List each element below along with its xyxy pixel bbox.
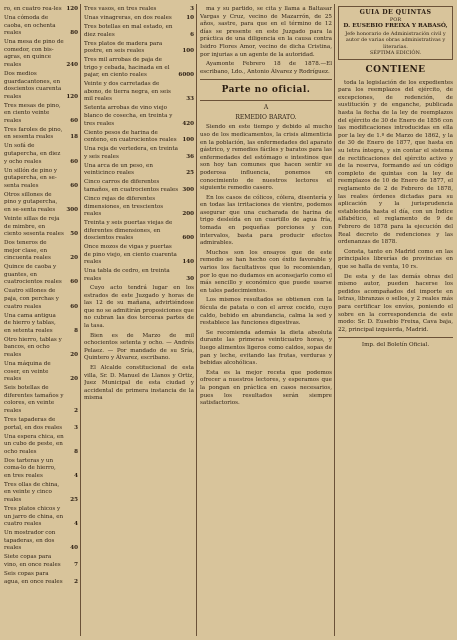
inventory-item xyxy=(4,216,78,239)
item-description: ro, en cuatro rea-les xyxy=(4,6,62,12)
item-value: 100 xyxy=(182,137,194,144)
item-description: Una espera chica, en un cubo de peste, en ocho reales xyxy=(4,433,64,455)
inventory-item xyxy=(84,57,194,80)
inventory-item xyxy=(4,6,78,14)
item-description: Seis copas para agua, en once reales xyxy=(4,570,63,585)
inventory-item xyxy=(84,146,194,161)
item-value: 60 xyxy=(70,117,78,124)
article-paragraph: Siendo en este tiempo y debido al mucho uso de los medicamentos, la crisis alimenticia en la población, las enfermedades del aparato gástrico, y remedios fáciles y baratos para las enfermedades del estómago e intestinos que son hoy tan comunes que hacen sentir su poderosa influencia, ponemos en conocimiento de nuestros lectores el siguiente remedio casero. xyxy=(200,124,332,192)
item-description: Ciento pesos de harina de centeno, en cuatrocientos reales xyxy=(84,129,177,144)
inventory-item xyxy=(84,179,194,194)
item-value: 60 xyxy=(70,158,78,165)
section-heading: Parte no oficial. xyxy=(221,85,311,96)
inventory-item xyxy=(84,220,194,243)
inventory-item xyxy=(84,41,194,56)
notice-paragraph: Cuyo acto tendrá lugar en los estrados de este Juzgado y horas de las 12 de su mañana, advirtiéndose que no se admitirán proposiciones que no cubran las dos terceras partes de la tasa. xyxy=(84,285,194,330)
inventory-item xyxy=(84,81,194,104)
item-description: Tres tapaderas de portal, en dos reales xyxy=(4,416,63,431)
article-paragraph: Se recomienda además la dieta absoluta durante las primeras veinticuatro horas, y luego alimentos ligeros como caldos, sopas de pan y leche, evitando las frutas, verduras y bebidas alcohólicas. xyxy=(200,329,332,367)
book-advert-header xyxy=(338,6,453,60)
printer-imprint: Imp. del Boletín Oficial. xyxy=(361,342,430,349)
inventory-item xyxy=(84,15,194,23)
advert-column xyxy=(338,6,453,634)
divider xyxy=(200,100,332,101)
item-description: Once mozos de vigas y puertas de pino viejo, en ciento cuarenta reales xyxy=(84,244,177,266)
inventory-item xyxy=(84,268,194,283)
inventory-item xyxy=(84,6,194,14)
item-value: 20 xyxy=(70,376,78,383)
inventory-item xyxy=(84,105,194,128)
notice-paragraph: El Alcalde constitucional de esta villa, Sr. D. Manuel de Llanos y Ortiz, Juez Municipal de esta ciudad y accidental de primera instancia de la misma xyxy=(84,364,194,402)
article-paragraph: Muchos son los ensayos que de este remedio se han hecho con éxito favorable y varios los facultativos que lo recomiendan, por lo que no dudamos en aconsejarlo como el más sencillo y económico que puede usarse en tales padecimientos. xyxy=(200,249,332,294)
column-rule xyxy=(196,4,197,636)
item-value: 4 xyxy=(74,472,78,479)
item-value: 2 xyxy=(74,578,78,585)
item-value: 25 xyxy=(70,497,78,504)
item-description: Una mesa de pino de comedor, con bis-agras, en quince reales xyxy=(4,39,64,68)
inventory-item xyxy=(4,554,78,569)
inventory-item xyxy=(4,385,78,415)
court-summons-text: ma y su partido, se cita y llama a Baltasar Vargas y Cruz, vecino de Mazarrón, de 25 años, sastre, para que en el término de 12 días se presente en este Juzgado para la práctica de una diligencia en la causa contra Isidro Flores Amor, vecino de dicha Cristina, por injurias a un agente de la autoridad. xyxy=(200,6,332,58)
item-description: Otro hierro, tablas y bancos, en ocho reales xyxy=(4,336,62,358)
news-column xyxy=(200,6,332,634)
article-paragraph: En los casos de cólicos, cólera, disentería y en todas las irritaciones de vientre, podemos asegurar que una cucharada de harina de trigo desleída en un cuartillo de agua fría, tomada en pequeñas porciones y con intervalos, basta para producir efectos admirables. xyxy=(200,194,332,247)
article-body xyxy=(200,124,332,407)
item-value: 25 xyxy=(186,170,194,177)
item-description: Tres mesas de pino, en ciento veinte reales xyxy=(4,102,61,124)
item-value: 20 xyxy=(70,352,78,358)
item-description: Tres platos chicos y un jarro de china, en cuatro reales xyxy=(4,506,64,528)
item-value: 3 xyxy=(74,424,78,431)
contents-body xyxy=(338,80,453,247)
item-value: 10 xyxy=(186,14,194,21)
item-value: 3 xyxy=(190,6,194,12)
item-description: Treinta y seis puertas viejas de diferentes dimensiones, en doscientos reales xyxy=(84,220,173,242)
article-letter: A xyxy=(263,104,269,112)
item-value: 200 xyxy=(182,211,194,218)
item-value: 140 xyxy=(182,259,194,266)
divider xyxy=(200,79,332,80)
contents-heading: CONTIENE xyxy=(365,64,426,75)
item-value: 300 xyxy=(66,206,78,213)
court-signature: Ayamonte Febrero 18 de 1878.—El escribano, Ldo., Antonio Álvarez y Rodríguez. xyxy=(200,61,332,75)
book-by: POR xyxy=(389,16,402,23)
inventory-item xyxy=(4,103,78,126)
item-value: 4 xyxy=(74,521,78,528)
inventory-item xyxy=(4,39,78,69)
item-value: 120 xyxy=(66,93,78,100)
inventory-column-2 xyxy=(84,6,194,634)
inventory-item xyxy=(4,313,78,336)
article-paragraph: Esta es la mejor receta que podemos ofrecer a nuestros lectores, y esperamos que la pongan en práctica en casos necesarios, pues los resultados serán siempre satisfactorios. xyxy=(200,369,332,407)
item-value: 120 xyxy=(66,6,78,12)
inventory-item xyxy=(84,244,194,267)
item-description: Tres vasos, en tres reales xyxy=(84,6,157,12)
item-description: Cinco carros de diferentes tamaños, en cuatrocientos reales xyxy=(84,179,179,193)
column-rule xyxy=(80,4,81,636)
item-value: 60 xyxy=(70,182,78,189)
item-description: Tres ollas de china, en veinte y cinco reales xyxy=(4,481,60,504)
article-paragraph: Los mismos resultados se obtienen con la fécula de patata o con el arroz cocido, cuyo caldo, bebido en abundancia, calma la sed y restablece las funciones digestivas. xyxy=(200,297,332,327)
item-value: 600 xyxy=(182,235,194,242)
item-description: Una cama antigua de hierro y tablas, en setenta reales xyxy=(4,312,56,334)
item-description: Otros sillones de pino y gutapercha, en se-senta reales xyxy=(4,191,58,213)
inventory-item xyxy=(4,71,78,101)
item-description: Dos teneros de mejor clase, en cincuenta reales xyxy=(4,240,51,262)
item-value: 8 xyxy=(74,448,78,455)
book-author: D. EUSEBIO FREIXA Y RABASÓ, xyxy=(343,23,448,30)
item-value: 6 xyxy=(190,31,194,38)
book-title: GUIA DE QUINTAS xyxy=(359,9,432,16)
item-value: 300 xyxy=(182,186,194,193)
item-value: 30 xyxy=(186,276,194,283)
inventory-item xyxy=(4,168,78,191)
item-value: 60 xyxy=(70,279,78,286)
inventory-item xyxy=(4,434,78,457)
inventory-item xyxy=(4,361,78,384)
item-value: 240 xyxy=(66,61,78,68)
book-author-desc: Jefe honorario de Administración civil y autor de varias obras administrativas y literarias. xyxy=(345,30,446,50)
item-description: Una tabla de cedro, en treinta reales xyxy=(84,268,170,283)
contents-paragraph: toda la legislación de los expedientes para los reemplazos del ejército, de excepciones, de redención, de sustitución y de enganche, publicada hasta la fecha de la ley de reemplazos del ejército de 30 de Enero de 1856 con las modificaciones introducidas en ella por la ley de 1.º de Marzo de 1862, y la de 30 de Enero de 1877, que hasta en su letra íntegra, y sin contar el sistema de rectificaciones del ejército activo y de la reserva, formando así un código completo de quintas con la ley de reemplazos de 10 de Enero de 1877, el reglamento de 2 de Febrero de 1878, las reales órdenes dictadas para su aplicación y la jurisprudencia establecida hasta el día, con un Índice alfabético, el reglamento de 9 de Febrero de 1878 para la ejecución del Real decreto de redenciones y las ordenanzas de 1878. xyxy=(338,79,453,246)
sale-paragraph: Consta, tanto en Madrid como en las principales librerías de provincias en que se halla de venta, 10 rs. xyxy=(338,248,453,270)
sale-paragraph: De esta y de las demás obras del mismo autor, pueden hacerse los pedidos acompañados del importe en letras, libranzas o sellos, y 2 reales más para certificar los envíos, poniendo el sobre en la correspondencia de este modo: Sr. D. Eusebio Freixa, Cava baja, 22, principal izquierda, Madrid. xyxy=(338,273,453,333)
inventory-item xyxy=(4,240,78,263)
sale-info xyxy=(338,249,453,335)
item-value: 420 xyxy=(182,120,194,127)
item-value: 60 xyxy=(70,303,78,310)
item-value: 20 xyxy=(70,255,78,262)
item-value: 100 xyxy=(182,48,194,55)
inventory-item xyxy=(4,127,78,142)
item-value: 40 xyxy=(70,545,78,552)
article-title: REMEDIO BARATO. xyxy=(235,114,297,122)
item-description: Tres mil arrobas de paja de trigo y cebada, hacinada en el pajar, en ciento reales xyxy=(84,57,170,79)
item-value: 36 xyxy=(186,153,194,160)
item-description: Seis botellas de diferentes tamaños y colores, en veinte reales xyxy=(4,385,64,414)
item-value: 50 xyxy=(70,231,78,238)
item-value: 6000 xyxy=(178,72,194,79)
column-rule xyxy=(334,4,335,636)
item-description: Unas vinagreras, en dos reales xyxy=(84,14,172,21)
inventory-item xyxy=(4,264,78,287)
item-value: 8 xyxy=(74,327,78,334)
item-description: Tres faroles de pino, en sesenta reales xyxy=(4,126,63,141)
inventory-item xyxy=(4,288,78,311)
notice-paragraph: Bien es de Marzo de mil ochocientos setenta y ocho. — Andrés Pelaez. — Por mandado de su Sría, Quintero y Álvarez, escribano. xyxy=(84,332,194,362)
inventory-item xyxy=(84,130,194,145)
inventory-item xyxy=(4,15,78,38)
inventory-item xyxy=(4,458,78,481)
inventory-item xyxy=(4,530,78,553)
auction-notice xyxy=(84,285,194,403)
inventory-item xyxy=(4,337,78,360)
item-description: Veinte y dos carretadas de abono, de tierra negra, en seis mil reales xyxy=(84,81,171,103)
item-description: Tres platos de madera para postre, en seis reales xyxy=(84,40,163,55)
inventory-item xyxy=(84,196,194,219)
inventory-item xyxy=(4,571,78,586)
item-description: Una máquina de coser, en veinte reales xyxy=(4,360,51,383)
item-value: 33 xyxy=(186,96,194,103)
inventory-column-1 xyxy=(4,6,78,634)
item-description: Un mostrador con tapaderas, en dos reales xyxy=(4,530,56,552)
item-description: Una arca de un peso, en veinticinco reales xyxy=(84,162,153,177)
item-description: Setenta arrobas de vino viejo blanco de cosecha, en treinta y tres reales xyxy=(84,105,173,127)
item-description: Cinco rejas de diferentes dimensiones, en trescientos reales xyxy=(84,195,164,218)
item-description: Siete copas para vino, en once reales xyxy=(4,554,61,568)
item-description: Una reja de vertedera, en treinta y seis reales xyxy=(84,146,178,160)
item-value: 18 xyxy=(70,134,78,141)
inventory-item xyxy=(4,143,78,166)
inventory-item xyxy=(4,482,78,505)
divider xyxy=(338,337,453,338)
item-description: Un sofá de gutapercha, en diez y ocho reales xyxy=(4,143,61,165)
item-description: Tres botellas en mal estado, en diez reales xyxy=(84,23,173,38)
inventory-item xyxy=(4,506,78,529)
item-description: Quince de caoba y guantes, en cuatrocientos reales xyxy=(4,264,62,286)
inventory-item xyxy=(84,24,194,39)
inventory-item xyxy=(84,163,194,178)
item-description: Un sillón de pino y gutapercha, en se-senta reales xyxy=(4,167,58,189)
item-description: Dos medios guardacantones, en doscientos cuarenta reales xyxy=(4,70,62,100)
item-value: 2 xyxy=(74,407,78,414)
book-edition: SÉPTIMA EDICIÓN. xyxy=(369,50,422,57)
item-value: 7 xyxy=(74,561,78,568)
inventory-item xyxy=(4,417,78,432)
item-description: Dos tarteras y un coma-lo de hierro, en tres reales xyxy=(4,457,56,479)
item-description: Una cómoda de caoba, en ochenta reales xyxy=(4,14,56,37)
item-description: Veinte sillas de reja de mimbre, en ciento sesenta reales xyxy=(4,215,64,238)
item-value: 80 xyxy=(70,30,78,37)
inventory-item xyxy=(4,192,78,215)
item-description: Cuatro sillones de paja, con perchas y cuatro reales xyxy=(4,288,59,310)
